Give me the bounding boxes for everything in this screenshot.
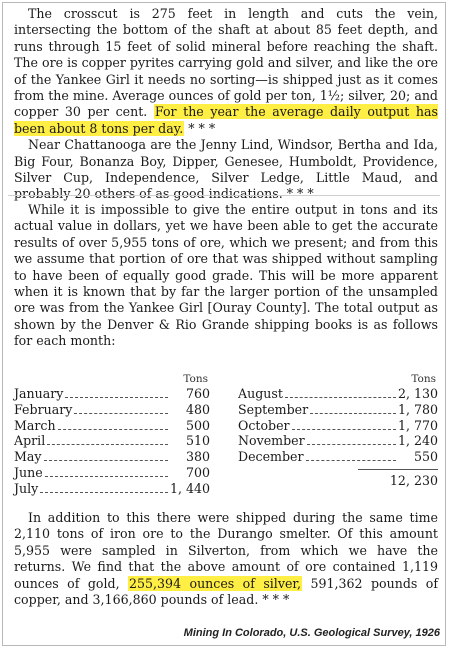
shipment-row	[238, 449, 438, 465]
shipment-row	[14, 386, 210, 402]
dot-leader	[65, 397, 168, 398]
shipment-row	[14, 402, 210, 418]
shipment-row	[238, 386, 438, 402]
shipment-month: November	[238, 433, 305, 449]
section-break-stars: * * *	[286, 186, 314, 202]
dot-leader	[45, 476, 168, 477]
paragraph-returns-text-a: In addition to this there were shipped during the same time 2,110 tons of iron ore to the Durango smelter. Of this amount 5,955 were sampled in Silverton, from which we have the returns. We find that the above amount of ore contained 1,119 ounces of gold,	[14, 510, 438, 591]
dot-leader	[310, 413, 396, 414]
shipment-month: January	[14, 386, 64, 401]
shipment-tons: 1, 440	[169, 480, 210, 496]
shipment-tons: 1, 780	[397, 401, 438, 417]
shipment-row	[14, 481, 210, 497]
dot-leader	[306, 460, 396, 461]
shipment-month: June	[14, 464, 43, 480]
dot-leader	[285, 397, 396, 398]
dot-leader	[47, 444, 168, 445]
shipment-tons: 510	[185, 433, 210, 449]
dot-leader	[74, 413, 168, 414]
shipment-column-right	[238, 372, 438, 489]
section-break-stars: * * *	[262, 592, 290, 608]
dot-leader	[58, 429, 168, 430]
shipment-month: December	[238, 449, 304, 465]
shipment-tons: 550	[413, 449, 438, 465]
shipment-tons: 1, 770	[397, 417, 438, 433]
shipment-row	[14, 449, 210, 465]
highlight-daily-output: For the year the average daily output has been about 8 tons per day.	[14, 104, 439, 136]
highlight-silver-ounces: 255,394 ounces of silver,	[129, 575, 302, 591]
total-rule	[358, 469, 438, 471]
shipment-tons: 500	[185, 417, 210, 433]
shipment-tons: 380	[185, 449, 210, 465]
paragraph-output-text: While it is impossible to give the entire output in tons and its actual value in dollars, yet we have been able to get the accurate results of over 5,955 tons of ore, which we present; and from this we assume that portion of ore that was shipped without sampling to have been of equally good grade. This will be more apparent when it is known that by far the larger portion of the unsampled ore was from the Yankee Girl [Ouray County]. The total output as shown by the Denver & Rio Grande shipping books is as follows for each month:	[14, 202, 438, 349]
shipment-row	[14, 418, 210, 434]
shipment-month: March	[14, 417, 56, 433]
paragraph-crosscut-text: The crosscut is 275 feet in length and cuts the vein, intersecting the bottom of the shaft at about 85 feet depth, and runs through 15 feet of solid mineral before reaching the shaft. The ore is copper pyrites carrying gold and silver, and like the ore of the Yankee Girl it needs no sorting—is shipped just as it comes from the mine. Average ounces of gold per ton, 1½; silver, 20; and copper 30 per cent.	[14, 6, 438, 120]
section-break-stars: * * *	[188, 120, 216, 136]
shipment-tons: 760	[185, 386, 210, 401]
paragraph-chattanooga-text: Near Chattanooga are the Jenny Lind, Windsor, Bertha and Ida, Big Four, Bonanza Boy, Dipper, Genesee, Humboldt, Providence, Silver Cup, Independence, Silver Ledge, Little Maud, and probably 20 others of as good indications.	[14, 137, 438, 202]
shipment-month: May	[14, 449, 42, 465]
paragraph-output	[14, 202, 438, 350]
shipment-total	[238, 473, 438, 489]
shipment-tons: 480	[185, 401, 210, 417]
shipment-month: July	[14, 480, 39, 496]
dot-leader	[307, 444, 396, 445]
paragraph-returns-text-b: 591,362 pounds of copper, and 3,166,860 pounds of lead.	[14, 575, 438, 608]
shipment-column-left	[14, 372, 210, 497]
shipment-row	[238, 402, 438, 418]
dot-leader	[44, 460, 168, 461]
shipment-month: August	[238, 386, 283, 401]
shipment-tons: 700	[185, 464, 210, 480]
dot-leader	[40, 492, 168, 493]
shipment-tons: 1, 240	[397, 433, 438, 449]
shipment-row	[14, 433, 210, 449]
shipment-row	[238, 418, 438, 434]
shipment-month: April	[14, 433, 46, 449]
shipment-row	[14, 465, 210, 481]
source-caption: Mining In Colorado, U.S. Geological Survey, 1926	[183, 627, 440, 639]
shipment-tons: 2, 130	[397, 386, 438, 401]
paragraph-returns	[14, 510, 438, 608]
tons-header: Tons	[183, 373, 208, 385]
section-divider	[8, 195, 440, 196]
dot-leader	[292, 429, 396, 430]
shipment-month: October	[238, 417, 290, 433]
shipment-month: September	[238, 401, 309, 417]
tons-header: Tons	[411, 373, 436, 385]
shipment-row	[238, 433, 438, 449]
paragraph-crosscut	[14, 6, 438, 203]
shipment-month: February	[14, 401, 73, 417]
shipment-total-value: 12, 230	[389, 472, 438, 488]
